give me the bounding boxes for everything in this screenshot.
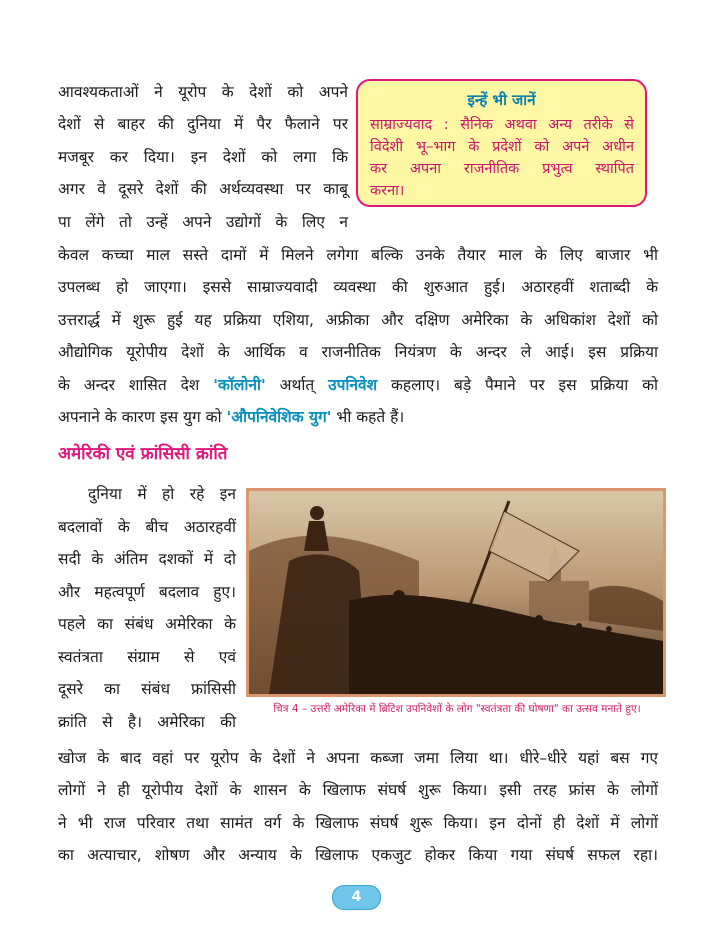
section-line-5: पहले का संबंध अमेरिका के [58,615,236,633]
info-box-title: इन्हें भी जानें [467,91,536,109]
intro-line-5: पा लेंगे तो उन्हें अपने उद्योगों के लिए न [58,213,348,231]
celebration-illustration [246,488,666,697]
intro-line-4: अगर वे दूसरे देशों की अर्थव्यवस्था पर काबू [58,180,348,198]
info-box-line-4: करना। [370,183,405,199]
section-line-4: और महत्वपूर्ण बदलाव हुए। [58,583,236,601]
para1-line-2: उपलब्ध हो जाएगा। इससे साम्राज्यवादी व्यवस्था की शुरुआत हुई। अठारहवीं शताब्दी के [58,278,658,296]
intro-line-3: मजबूर कर दिया। इन देशों को लगा कि [58,148,348,166]
para1-line-6 [58,407,658,427]
para1-line-5-before: के अन्दर शासित देश [58,376,214,394]
info-box [356,79,647,207]
para1-line-5-after: कहलाए। बड़े पैमाने पर इस प्रक्रिया को [377,376,659,394]
section-line-1: दुनिया में हो रहे इन [88,485,236,503]
term-colony: 'कॉलोनी' [213,376,266,394]
para1-line-3: उत्तरार्द्ध में शुरू हुई यह प्रक्रिया एशिया, अफ्रीका और दक्षिण अमेरिका के अधिकांश देशों को [58,311,658,329]
final-line-3: ने भी राज परिवार तथा सामंत वर्ग के खिलाफ संघर्ष शुरू किया। इन दोनों ही देशों में लोगों [58,814,658,832]
section-line-2: बदलावों के बीच अठारहवीं [58,518,236,536]
intro-line-1: आवश्यकताओं ने यूरोप के देशों को अपने [58,83,348,101]
final-line-1: खोज के बाद वहां पर यूरोप के देशों ने अपना कब्जा जमा लिया था। धीरे–धीरे यहां बस गए [58,749,658,767]
info-box-line-1: साम्राज्यवाद : सैनिक अथवा अन्य तरीके से [370,117,634,133]
info-box-line-2: विदेशी भू–भाग के प्रदेशों को अपने अधीन [370,139,634,155]
figure-caption: चित्र 4 – उत्तरी अमेरिका में ब्रिटिश उपनिवेशों के लोग "स्वतंत्रता की घोषणा" का उत्सव मनाते हुए। [273,703,641,715]
section-line-6: स्वतंत्रता संग्राम से एवं [58,648,236,666]
celebration-illustration-drawing [249,491,663,694]
section-heading: अमेरिकी एवं फ्रांसिसी क्रांति [58,444,228,464]
term-upnivesh: उपनिवेश [328,376,378,394]
term-colonial-age: 'औपनिवेशिक युग' [226,408,332,426]
para1-line-6-before: अपनाने के कारण इस युग को [58,408,227,426]
section-line-8: क्रांति से है। अमेरिका की [58,713,236,731]
page-number: 4 [332,885,381,910]
section-line-7: दूसरे का संबंध फ्रांसिसी [58,680,236,698]
section-line-3: सदी के अंतिम दशकों में दो [58,550,236,568]
para1-line-5-middle: अर्थात् [265,376,329,394]
para1-line-1: केवल कच्चा माल सस्ते दामों में मिलने लगेगा बल्कि उनके तैयार माल के लिए बाजार भी [58,246,658,264]
intro-line-2: देशों से बाहर की दुनिया में पैर फैलाने पर [58,115,348,133]
para1-line-5 [58,375,658,395]
final-line-2: लोगों ने ही यूरोपीय देशों के शासन के खिलाफ संघर्ष शुरू किया। इसी तरह फ्रांस के लोगों [58,781,658,799]
final-line-4: का अत्याचार, शोषण और अन्याय के खिलाफ एकजुट होकर किया गया संघर्ष सफल रहा। [58,846,658,864]
para1-line-4: औद्योगिक यूरोपीय देशों के आर्थिक व राजनीतिक नियंत्रण के अन्दर ले आई। इस प्रक्रिया [58,343,658,361]
info-box-line-3: कर अपना राजनीतिक प्रभुत्व स्थापित [370,161,634,177]
para1-line-6-after: भी कहते हैं। [331,408,405,426]
